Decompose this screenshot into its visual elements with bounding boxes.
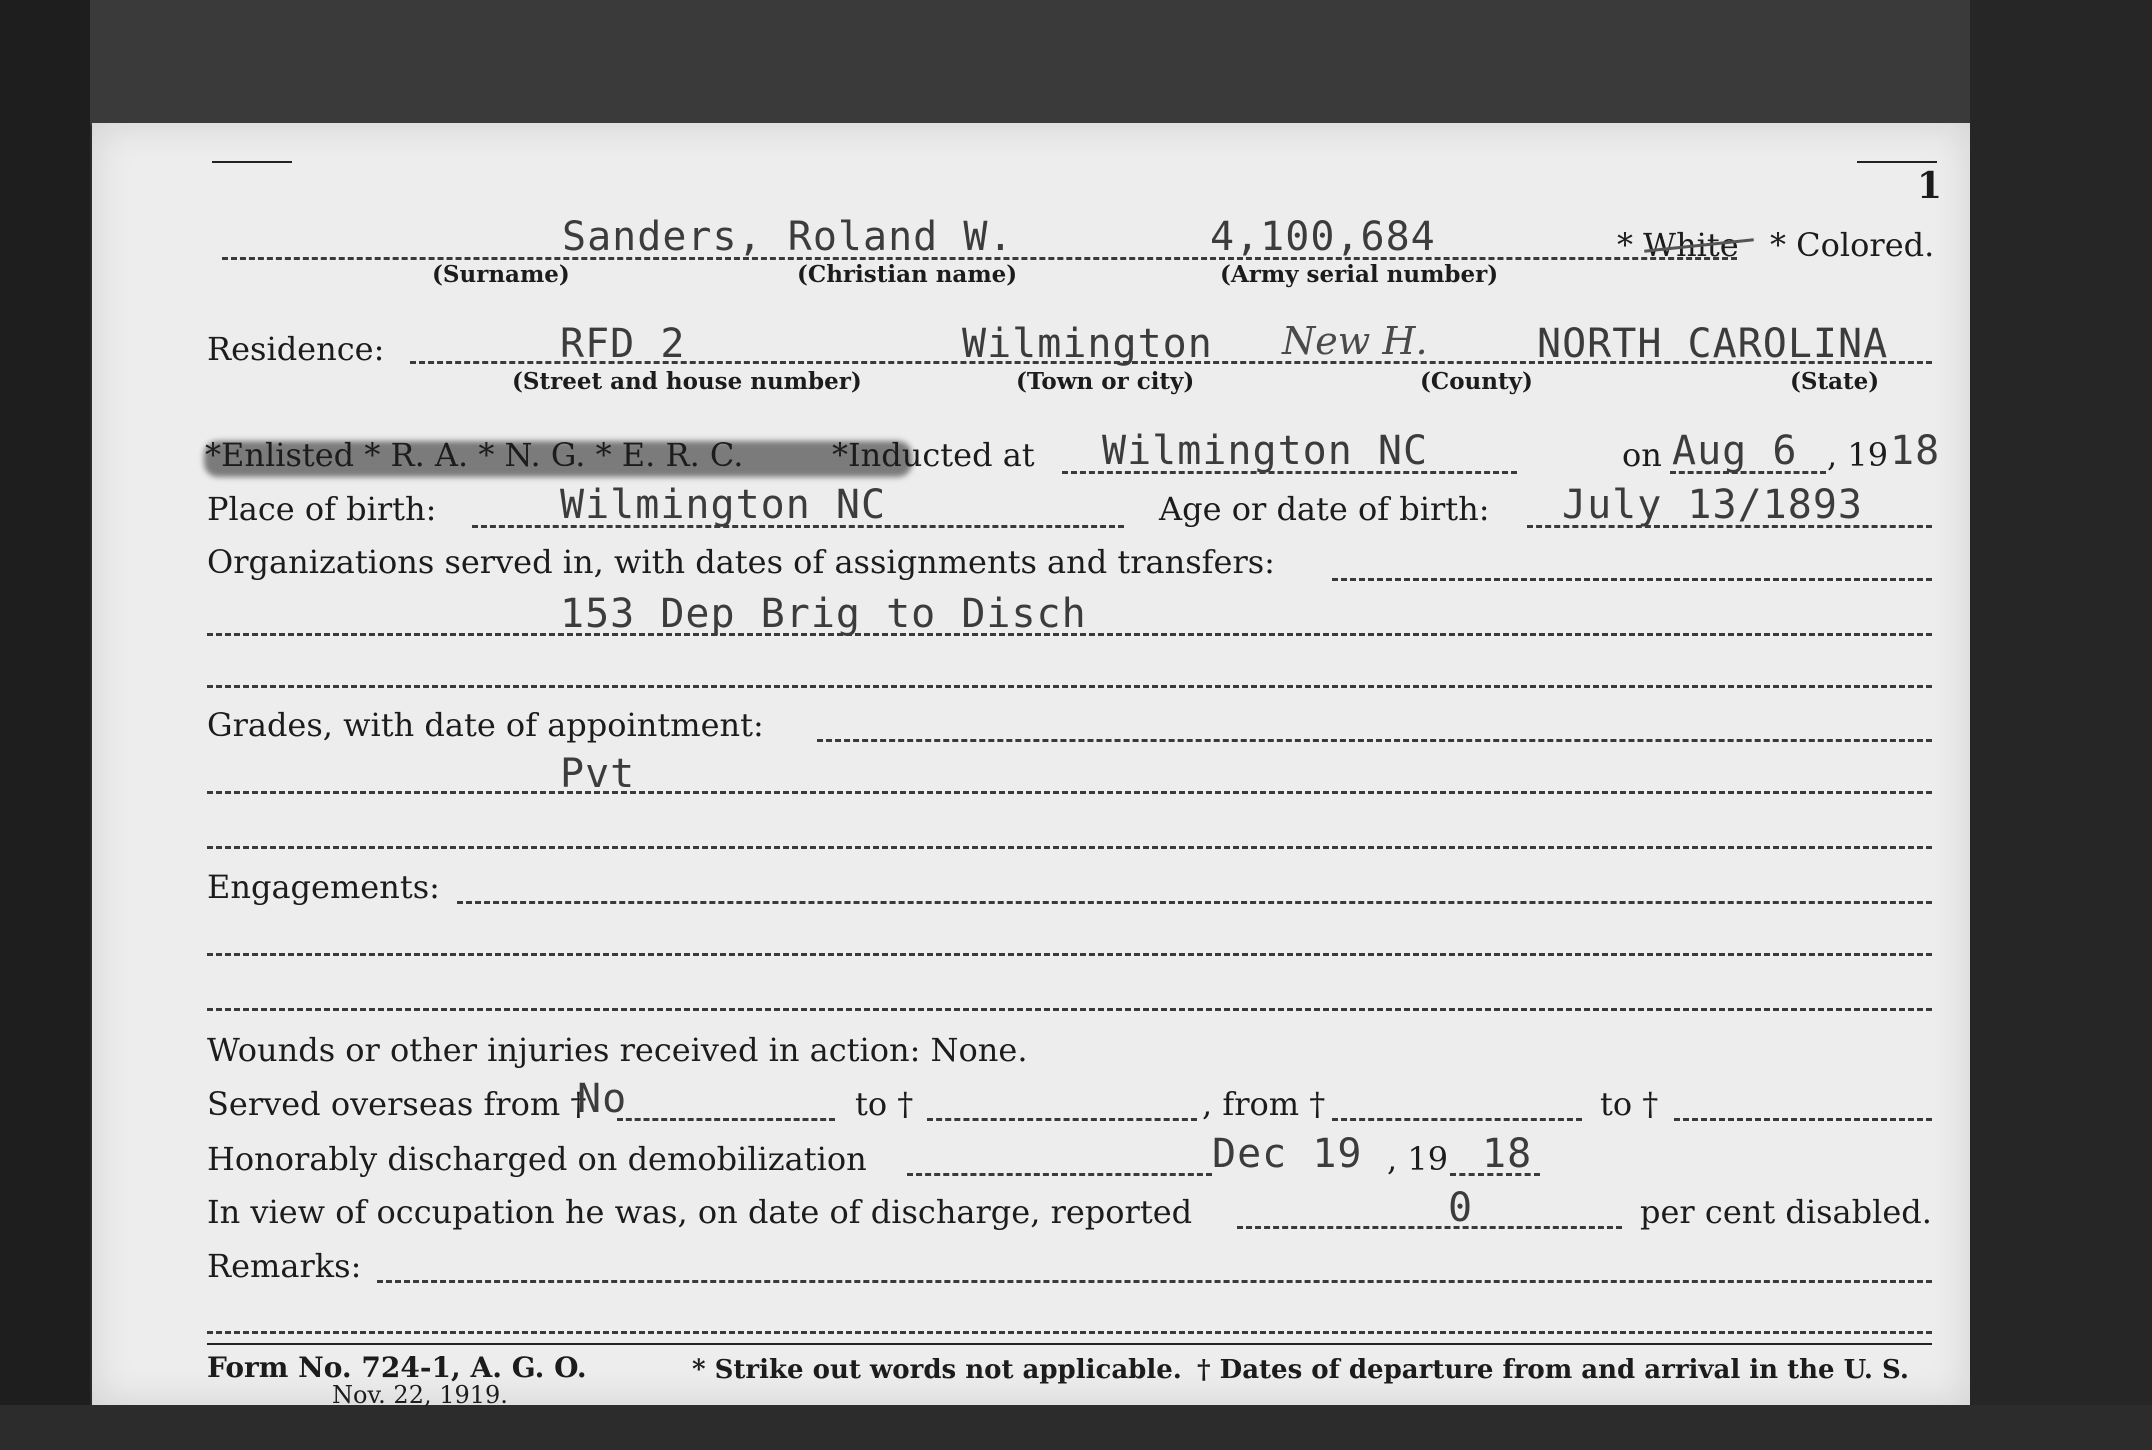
grades-line-3: [207, 846, 1932, 849]
engagements-line-1: [457, 901, 1932, 904]
town-value: Wilmington: [962, 321, 1213, 367]
discharge-year-prefix: , 19: [1387, 1140, 1449, 1178]
wounds-label: Wounds or other injuries received in action: None.: [207, 1031, 1028, 1069]
disabled-line: [1237, 1226, 1622, 1229]
on-label: on: [1622, 436, 1662, 474]
overseas-label: Served overseas from †: [207, 1085, 587, 1123]
christian-name-caption: (Christian name): [797, 261, 1018, 288]
enlisted-label: *Enlisted * R. A. * N. G. * E. R. C.: [205, 436, 744, 474]
organizations-line-3: [207, 685, 1932, 688]
overseas-to-line: [927, 1118, 1197, 1121]
street-caption: (Street and house number): [512, 368, 862, 395]
inducted-year-value: 18: [1890, 428, 1941, 474]
serial-number-caption: (Army serial number): [1220, 261, 1499, 288]
footer-rule: [207, 1343, 1932, 1345]
discharged-label: Honorably discharged on demobilization: [207, 1140, 867, 1178]
overseas-to-label: to †: [855, 1085, 914, 1123]
overseas-to-line-2: [1674, 1118, 1932, 1121]
state-value: NORTH CAROLINA: [1537, 321, 1889, 367]
remarks-label: Remarks:: [207, 1247, 362, 1285]
colored-label: * Colored.: [1770, 226, 1935, 264]
scan-background-bottom: [0, 1405, 2152, 1450]
grades-line-1: [817, 739, 1932, 742]
scan-background-top: [0, 0, 2152, 125]
organizations-line-1: [1332, 578, 1932, 581]
scan-background-right: [1970, 0, 2152, 1450]
street-value: RFD 2: [560, 321, 686, 367]
grades-label: Grades, with date of appointment:: [207, 706, 764, 744]
grade-value: Pvt: [560, 751, 636, 797]
occupation-label: In view of occupation he was, on date of discharge, reported: [207, 1193, 1193, 1231]
engagements-line-3: [207, 1008, 1932, 1011]
birth-date-value: July 13/1893: [1562, 482, 1863, 528]
white-label: * White: [1617, 226, 1739, 264]
form-date: Nov. 22, 1919.: [332, 1381, 508, 1409]
discharge-date-line: [907, 1173, 1212, 1176]
footnote-strike-out: * Strike out words not applicable.: [692, 1355, 1182, 1385]
discharge-year-value: 18: [1482, 1131, 1533, 1177]
residence-label: Residence:: [207, 330, 385, 368]
state-caption: (State): [1790, 368, 1880, 395]
engagements-label: Engagements:: [207, 868, 440, 906]
county-caption: (County): [1420, 368, 1533, 395]
age-label: Age or date of birth:: [1159, 490, 1490, 528]
disabled-value: 0: [1448, 1185, 1474, 1231]
page-number: 1: [1917, 165, 1943, 207]
grades-line-2: [207, 791, 1932, 794]
remarks-line-1: [377, 1280, 1932, 1283]
overseas-from-line: [617, 1118, 835, 1121]
corner-rule-right: [1857, 161, 1937, 163]
inducted-label: *Inducted at: [832, 436, 1035, 474]
overseas-to-label-2: to †: [1600, 1085, 1659, 1123]
scan-background-left: [0, 0, 90, 1450]
corner-rule-left: [212, 161, 292, 163]
service-record-card: [92, 123, 1970, 1409]
town-caption: (Town or city): [1016, 368, 1195, 395]
disabled-suffix: per cent disabled.: [1640, 1193, 1932, 1231]
county-handwritten-value: New H.: [1282, 319, 1428, 363]
engagements-line-2: [207, 953, 1932, 956]
inducted-place-value: Wilmington NC: [1102, 428, 1429, 474]
overseas-from-line-2: [1332, 1118, 1582, 1121]
organizations-label: Organizations served in, with dates of assignments and transfers:: [207, 543, 1275, 581]
place-of-birth-label: Place of birth:: [207, 490, 437, 528]
place-of-birth-value: Wilmington NC: [560, 482, 887, 528]
serial-number-value: 4,100,684: [1210, 214, 1436, 260]
discharge-date-value: Dec 19: [1212, 1131, 1363, 1177]
footnote-dates: † Dates of departure from and arrival in the U. S.: [1197, 1355, 1909, 1385]
surname-caption: (Surname): [432, 261, 570, 288]
form-number: Form No. 724-1, A. G. O.: [207, 1351, 587, 1384]
organization-value: 153 Dep Brig to Disch: [560, 591, 1087, 637]
inducted-year-prefix: , 19: [1827, 436, 1889, 474]
overseas-value: No: [577, 1076, 628, 1122]
overseas-from-label-2: , from †: [1202, 1085, 1326, 1123]
inducted-date-value: Aug 6: [1672, 428, 1798, 474]
surname-value: Sanders, Roland W.: [562, 214, 1014, 260]
remarks-line-2: [207, 1331, 1932, 1334]
